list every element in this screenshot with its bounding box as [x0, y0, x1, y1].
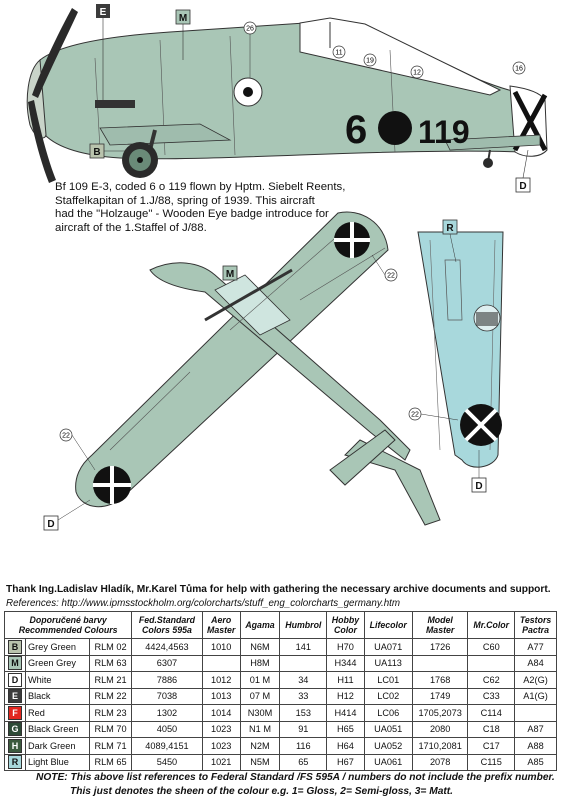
callout-12: 12	[413, 69, 421, 77]
color-agama: N30M	[240, 705, 279, 722]
color-table	[4, 611, 557, 771]
color-rlm: RLM 22	[89, 688, 132, 705]
color-agama: N6M	[240, 639, 279, 656]
color-row	[5, 672, 557, 689]
color-agama: N1 M	[240, 721, 279, 738]
callout-19: 19	[366, 57, 374, 65]
color-row	[5, 705, 557, 722]
color-row	[5, 721, 557, 738]
color-lifecolor: LC06	[364, 705, 412, 722]
color-model: 1710,2081	[412, 738, 468, 755]
header-aero-master: Aero Master	[202, 612, 240, 639]
color-hobby: H67	[327, 754, 364, 771]
callout-D-under: D	[475, 481, 483, 492]
color-hobby: H12	[327, 688, 364, 705]
color-table-header	[5, 612, 557, 639]
color-rlm: RLM 23	[89, 705, 132, 722]
color-humbrol: 153	[280, 705, 327, 722]
color-agama: 01 M	[240, 672, 279, 689]
color-lifecolor: UA071	[364, 639, 412, 656]
color-table-body	[5, 639, 557, 771]
color-model: 1726	[412, 639, 468, 656]
color-rlm: RLM 70	[89, 721, 132, 738]
color-hobby: H70	[327, 639, 364, 656]
acknowledgements: Thank Ing.Ladislav Hladík, Mr.Karel Tůma for help with gathering the necessary archive documents and support.	[6, 584, 551, 595]
color-mrcolor: C33	[468, 688, 515, 705]
color-rlm: RLM 65	[89, 754, 132, 771]
color-aero: 1013	[202, 688, 240, 705]
callout-22-right: 22	[387, 272, 395, 280]
color-mrcolor	[468, 655, 515, 672]
color-humbrol: 141	[280, 639, 327, 656]
header-mr-color: Mr.Color	[468, 612, 515, 639]
color-testors: A2(G)	[515, 672, 557, 689]
color-testors: A88	[515, 738, 557, 755]
color-testors: A77	[515, 639, 557, 656]
header-lifecolor: Lifecolor	[364, 612, 412, 639]
color-aero: 1021	[202, 754, 240, 771]
callout-11: 11	[335, 49, 343, 57]
header-hobby-color: Hobby Color	[327, 612, 364, 639]
callout-B: B	[93, 147, 101, 158]
side-view	[27, 4, 547, 192]
color-aero: 1023	[202, 721, 240, 738]
color-agama: N5M	[240, 754, 279, 771]
color-testors: A84	[515, 655, 557, 672]
code-119: 119	[418, 114, 470, 150]
color-model: 2080	[412, 721, 468, 738]
color-fed: 4050	[132, 721, 202, 738]
color-aero: 1012	[202, 672, 240, 689]
header-humbrol: Humbrol	[280, 612, 327, 639]
color-mrcolor: C18	[468, 721, 515, 738]
color-rlm: RLM 63	[89, 655, 132, 672]
color-name: Green Grey	[26, 655, 90, 672]
callout-26: 26	[246, 25, 254, 33]
color-mrcolor: C115	[468, 754, 515, 771]
color-model	[412, 655, 468, 672]
color-row	[5, 754, 557, 771]
color-humbrol: 34	[280, 672, 327, 689]
color-rlm: RLM 02	[89, 639, 132, 656]
color-hobby: H344	[327, 655, 364, 672]
callout-22-left: 22	[62, 432, 70, 440]
color-name: Dark Green	[26, 738, 90, 755]
color-model: 1768	[412, 672, 468, 689]
color-row	[5, 738, 557, 755]
callout-22-under: 22	[411, 411, 419, 419]
color-swatch: D	[8, 673, 22, 687]
color-row	[5, 655, 557, 672]
header-fed-standard: Fed.Standard Colors 595a	[132, 612, 202, 639]
color-name: Light Blue	[26, 754, 90, 771]
caption-line: Bf 109 E-3, coded 6 o 119 flown by Hptm. Siebelt Reents,	[55, 181, 346, 193]
callout-R: R	[446, 223, 454, 234]
color-lifecolor: LC01	[364, 672, 412, 689]
caption-line: had the "Holzauge" - Wooden Eye badge introduce for	[55, 208, 329, 221]
underside-view	[409, 220, 503, 492]
color-swatch: H	[8, 739, 22, 753]
top-view	[44, 212, 440, 530]
color-model: 2078	[412, 754, 468, 771]
code-six: 6	[345, 108, 368, 152]
caption-line: aircraft of the 1.Staffel of J/88.	[55, 221, 207, 234]
color-name: Black Green	[26, 721, 90, 738]
color-mrcolor: C17	[468, 738, 515, 755]
header-recommended-colours: Doporučené barvy Recommended Colours	[5, 612, 132, 639]
color-fed: 7886	[132, 672, 202, 689]
color-aero: 1014	[202, 705, 240, 722]
header-agama: Agama	[240, 612, 279, 639]
color-agama: 07 M	[240, 688, 279, 705]
color-testors: A85	[515, 754, 557, 771]
color-name: Grey Green	[26, 639, 90, 656]
references: References: http://www.ipmsstockholm.org/colorcharts/stuff_eng_colorcharts_germany.htm	[6, 598, 401, 609]
color-swatch: M	[8, 656, 22, 670]
color-fed: 5450	[132, 754, 202, 771]
code-dot	[378, 111, 412, 145]
color-aero: 1010	[202, 639, 240, 656]
color-swatch: E	[8, 689, 22, 703]
color-fed: 4424,4563	[132, 639, 202, 656]
color-agama: H8M	[240, 655, 279, 672]
color-aero: 1023	[202, 738, 240, 755]
color-row	[5, 639, 557, 656]
color-humbrol: 65	[280, 754, 327, 771]
color-name: Red	[26, 705, 90, 722]
note-line-2: This just denotes the sheen of the colour e.g. 1= Gloss, 2= Semi-gloss, 3= Matt.	[70, 786, 453, 797]
color-name: White	[26, 672, 90, 689]
color-lifecolor: UA061	[364, 754, 412, 771]
color-fed: 4089,4151	[132, 738, 202, 755]
color-lifecolor: UA052	[364, 738, 412, 755]
color-humbrol: 116	[280, 738, 327, 755]
color-mrcolor: C62	[468, 672, 515, 689]
header-model-master: Model Master	[412, 612, 468, 639]
color-lifecolor: LC02	[364, 688, 412, 705]
color-name: Black	[26, 688, 90, 705]
aircraft-caption	[55, 181, 385, 235]
color-agama: N2M	[240, 738, 279, 755]
color-testors: A1(G)	[515, 688, 557, 705]
color-hobby: H414	[327, 705, 364, 722]
color-rlm: RLM 21	[89, 672, 132, 689]
color-hobby: H11	[327, 672, 364, 689]
color-swatch: R	[8, 755, 22, 769]
callout-D-side: D	[519, 181, 527, 192]
color-aero	[202, 655, 240, 672]
callout-E: E	[99, 7, 107, 18]
callout-M: M	[178, 13, 188, 24]
color-swatch: B	[8, 640, 22, 654]
color-lifecolor: UA051	[364, 721, 412, 738]
color-hobby: H64	[327, 738, 364, 755]
color-mrcolor: C60	[468, 639, 515, 656]
color-testors	[515, 705, 557, 722]
color-model: 1749	[412, 688, 468, 705]
color-humbrol: 91	[280, 721, 327, 738]
callout-16: 16	[515, 65, 523, 73]
note-line-1: NOTE: This above list references to Federal Standard /FS 595A / numbers do not include the prefix number.	[36, 772, 555, 783]
color-swatch: G	[8, 722, 22, 736]
color-humbrol	[280, 655, 327, 672]
color-rlm: RLM 71	[89, 738, 132, 755]
color-row	[5, 688, 557, 705]
color-fed: 6307	[132, 655, 202, 672]
color-fed: 1302	[132, 705, 202, 722]
color-fed: 7038	[132, 688, 202, 705]
color-testors: A87	[515, 721, 557, 738]
color-model: 1705,2073	[412, 705, 468, 722]
color-hobby: H65	[327, 721, 364, 738]
color-mrcolor: C114	[468, 705, 515, 722]
caption-line: Staffelkapitan of 1.J/88, spring of 1939. This aircraft	[55, 194, 315, 207]
color-lifecolor: UA113	[364, 655, 412, 672]
header-testors-pactra: Testors Pactra	[515, 612, 557, 639]
color-swatch: F	[8, 706, 22, 720]
callout-M-top: M	[225, 269, 235, 280]
color-humbrol: 33	[280, 688, 327, 705]
callout-D-top: D	[47, 519, 55, 530]
